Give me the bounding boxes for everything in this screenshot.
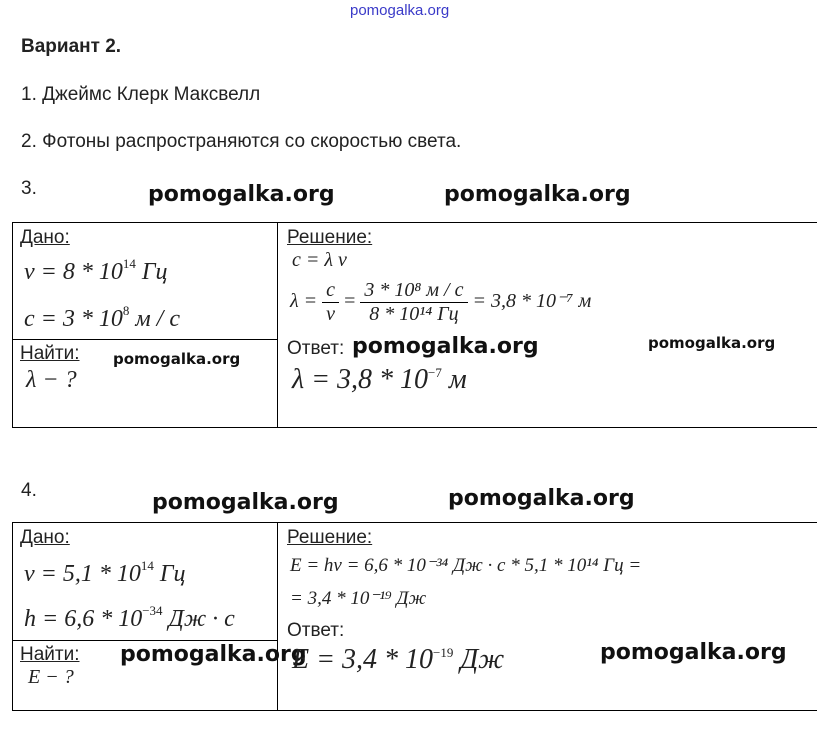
solution-calculation: E = hν = 6,6 * 10⁻³⁴ Дж · с * 5,1 * 10¹⁴ Гц = bbox=[290, 555, 642, 576]
table-border bbox=[12, 427, 817, 428]
table-border bbox=[12, 710, 817, 711]
table-border bbox=[277, 222, 278, 428]
watermark: pomogalka.org bbox=[113, 350, 241, 368]
watermark: pomogalka.org bbox=[448, 486, 635, 511]
answer-label: Ответ: bbox=[287, 338, 345, 359]
table-border bbox=[12, 339, 277, 340]
given-planck-constant: $h = 6,6 * 10^{-34}$ Дж · с bbox=[24, 603, 235, 632]
table-border bbox=[12, 522, 13, 711]
solution-calculation: λ = $\frac{c}{\nu}$ = $\frac{\text{3 * 10⁸ м / с}}{\text{8 * 10¹⁴ Гц}}$ = 3,8 * 10⁻⁷ м bbox=[290, 279, 592, 325]
solution-result: = 3,4 * 10⁻¹⁹ Дж bbox=[290, 588, 427, 609]
watermark: pomogalka.org bbox=[148, 182, 335, 207]
answer-4-number: 4. bbox=[21, 480, 37, 501]
watermark: pomogalka.org bbox=[120, 642, 307, 667]
given-label: Дано: bbox=[20, 527, 70, 548]
table-border bbox=[12, 222, 13, 428]
table-border bbox=[12, 522, 817, 523]
given-label: Дано: bbox=[20, 227, 70, 248]
find-label: Найти: bbox=[20, 644, 80, 665]
answer-3-number: 3. bbox=[21, 178, 37, 199]
watermark: pomogalka.org bbox=[152, 490, 339, 515]
watermark-top: pomogalka.org bbox=[350, 2, 450, 19]
solution-formula: c = λ ν bbox=[292, 249, 347, 271]
watermark: pomogalka.org bbox=[600, 640, 787, 665]
find-value: E − ? bbox=[28, 666, 74, 688]
answer-label: Ответ: bbox=[287, 620, 345, 641]
watermark: pomogalka.org bbox=[352, 334, 539, 359]
answer-value: $\lambda = 3,8 * 10^{-7}$ м bbox=[292, 364, 467, 395]
given-speed: $c = 3 * 10^8$ м / с bbox=[24, 303, 180, 332]
variant-title: Вариант 2. bbox=[21, 36, 122, 57]
answer-2: 2. Фотоны распространяются со скоростью света. bbox=[21, 131, 462, 152]
answer-1: 1. Джеймс Клерк Максвелл bbox=[21, 84, 261, 105]
given-frequency: $\nu = 5,1 * 10^{14}$ Гц bbox=[24, 558, 186, 587]
solution-label: Решение: bbox=[287, 527, 373, 548]
watermark: pomogalka.org bbox=[648, 334, 776, 352]
table-border bbox=[277, 522, 278, 711]
find-value: λ − ? bbox=[26, 367, 77, 393]
table-border bbox=[12, 640, 277, 641]
watermark: pomogalka.org bbox=[444, 182, 631, 207]
table-border bbox=[12, 222, 817, 223]
answer-value: $E = 3,4 * 10^{-19}$ Дж bbox=[292, 644, 505, 675]
given-frequency: $\nu = 8 * 10^{14}$ Гц bbox=[24, 256, 168, 285]
find-label: Найти: bbox=[20, 343, 80, 364]
solution-label: Решение: bbox=[287, 227, 373, 248]
